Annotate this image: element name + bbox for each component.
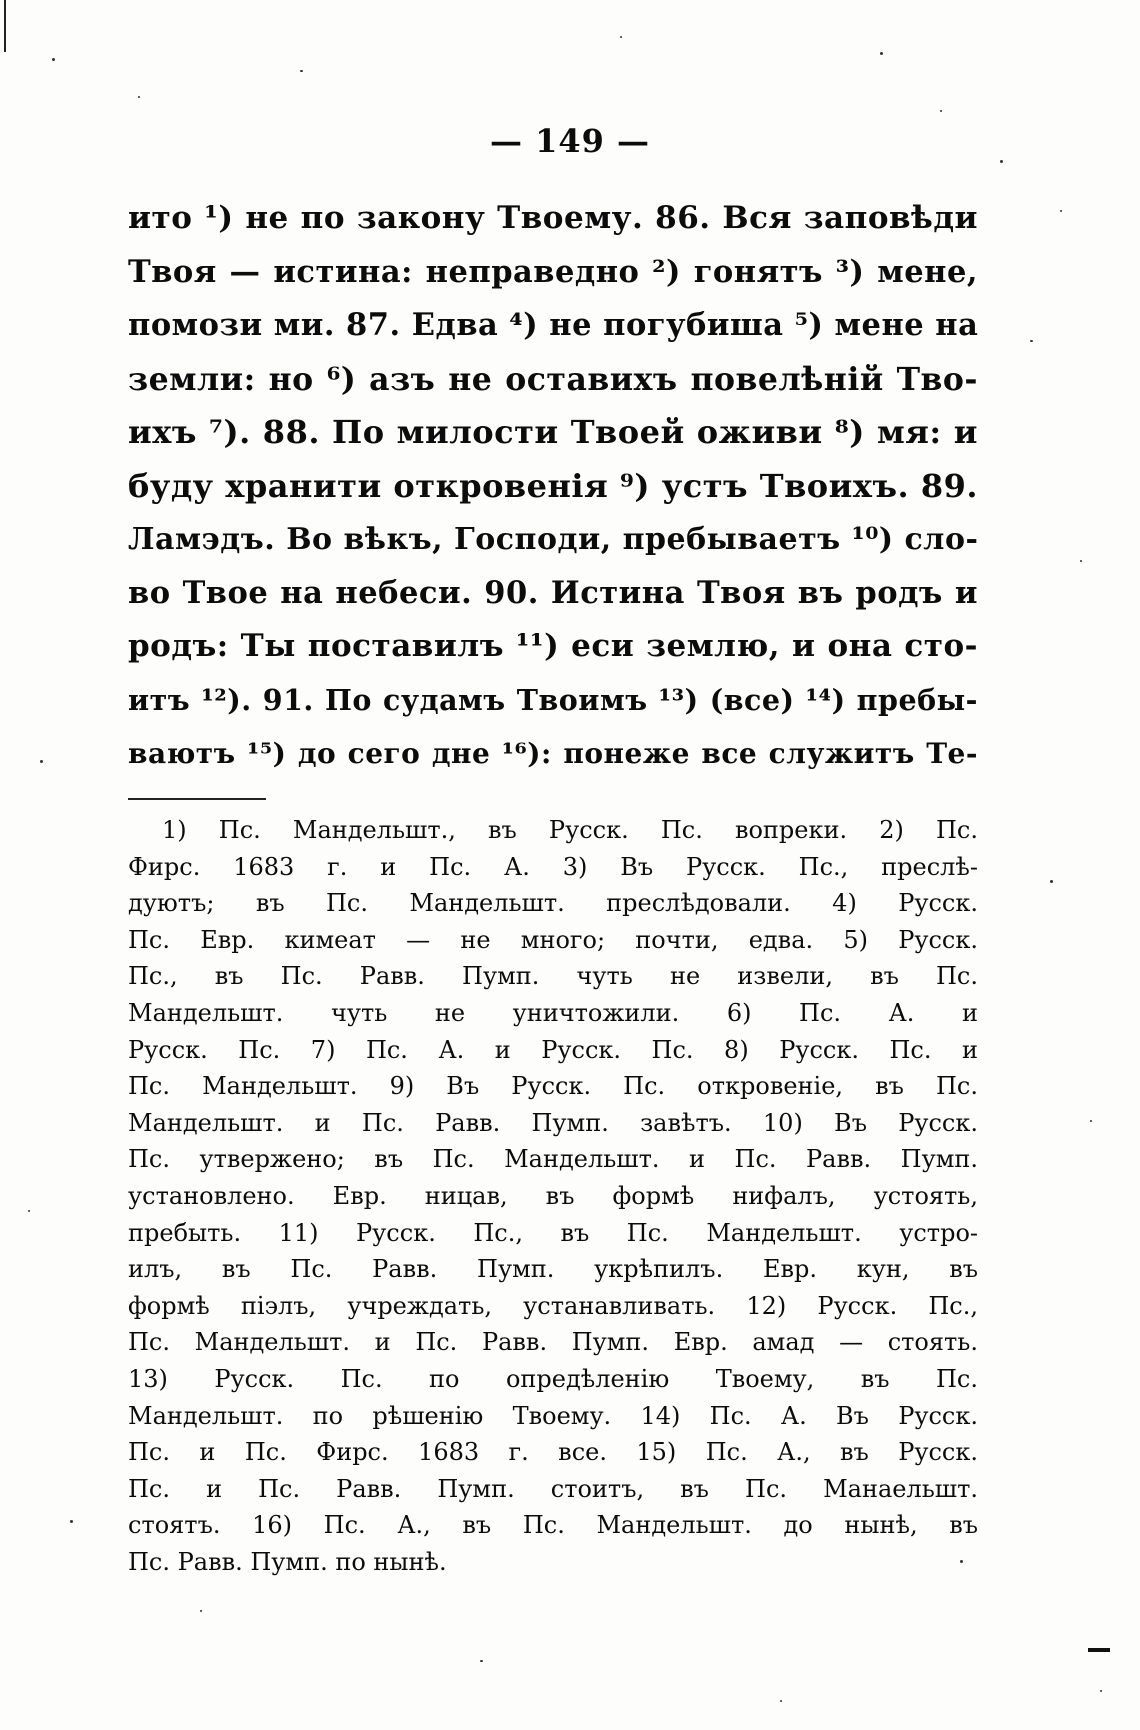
main-text-line: итъ ¹²). 91. По судамъ Твоимъ ¹³) (все) ¹⁴) пребы- bbox=[128, 682, 978, 717]
footnote-line: пребыть. 11) Русск. Пс., въ Пс. Мандельшт. устро- bbox=[128, 1218, 978, 1247]
footnote-line: Пс. Мандельшт. и Пс. Равв. Пумп. Евр. амад — стоять. bbox=[128, 1328, 978, 1357]
footnote-line: Пс. и Пс. Фирс. 1683 г. все. 15) Пс. А., въ Русск. bbox=[128, 1438, 978, 1467]
page-number: — 149 — bbox=[489, 122, 651, 160]
main-text-line: Ламэдъ. Во вѣкъ, Господи, пребываетъ ¹⁰) сло- bbox=[128, 522, 979, 557]
footnote-line: Русск. Пс. 7) Пс. А. и Русск. Пс. 8) Русск. Пс. и bbox=[128, 1035, 978, 1064]
ink-dash-mark bbox=[1088, 1648, 1110, 1652]
page-edge-mark bbox=[4, 0, 6, 52]
footnote-line: Фирс. 1683 г. и Пс. А. 3) Въ Русск. Пс., преслѣ- bbox=[128, 852, 978, 881]
main-text-line: буду хранити откровенія ⁹) устъ Твоихъ. 89. bbox=[128, 466, 978, 505]
footnote-line: Пс. Равв. Пумп. по нынѣ. bbox=[128, 1547, 447, 1576]
footnote-line: Пс. и Пс. Равв. Пумп. стоитъ, въ Пс. Манаельшт. bbox=[128, 1474, 978, 1503]
footnote-line: Мандельшт. и Пс. Равв. Пумп. завѣтъ. 10) Въ Русск. bbox=[128, 1108, 978, 1137]
footnote-line: установлено. Евр. ницав, въ формѣ нифалъ, устоять, bbox=[128, 1181, 978, 1210]
main-text-line: земли: но ⁶) азъ не оставихъ повелѣній Тво- bbox=[128, 360, 978, 398]
footnote-line: дуютъ; въ Пс. Мандельшт. преслѣдовали. 4) Русск. bbox=[128, 889, 978, 918]
footnote-line: илъ, въ Пс. Равв. Пумп. укрѣпилъ. Евр. кун, въ bbox=[128, 1255, 978, 1284]
footnote-line: Мандельшт. по рѣшенію Твоему. 14) Пс. А. Въ Русск. bbox=[128, 1401, 978, 1430]
footnote-line: 1) Пс. Мандельшт., въ Русск. Пс. вопреки. 2) Пс. bbox=[162, 816, 978, 844]
main-text-line: ихъ ⁷). 88. По милости Твоей оживи ⁸) мя: и bbox=[128, 413, 978, 451]
footnote-line: Пс., въ Пс. Равв. Пумп. чуть не извели, въ Пс. bbox=[128, 962, 978, 991]
footnote-line: Пс. Евр. кимеат — не много; почти, едва. 5) Русск. bbox=[128, 925, 978, 954]
footnotes bbox=[128, 812, 978, 1580]
main-text-line: родъ: Ты поставилъ ¹¹) еси землю, и она сто- bbox=[128, 628, 978, 664]
footnote-line: Пс. утвержено; въ Пс. Мандельшт. и Пс. Равв. Пумп. bbox=[128, 1145, 978, 1174]
footnote-line: 13) Русск. Пс. по опредѣленію Твоему, въ Пс. bbox=[128, 1364, 978, 1393]
main-text-line: Твоя — истина: неправедно ²) гонятъ ³) мене, bbox=[128, 253, 978, 290]
footnote-line: Пс. Мандельшт. 9) Въ Русск. Пс. откровеніе, въ Пс. bbox=[128, 1072, 978, 1101]
footnote-line: стоятъ. 16) Пс. А., въ Пс. Мандельшт. до нынѣ, въ bbox=[128, 1511, 978, 1540]
footnote-line: Мандельшт. чуть не уничтожили. 6) Пс. А. и bbox=[128, 998, 978, 1027]
footnote-separator bbox=[128, 798, 266, 800]
main-text-line: во Твое на небеси. 90. Истина Твоя въ родъ и bbox=[128, 574, 978, 611]
main-text bbox=[128, 192, 978, 781]
main-text-line: ито ¹) не по закону Твоему. 86. Вся заповѣди bbox=[128, 200, 978, 236]
main-text-line: помози ми. 87. Едва ⁴) не погубиша ⁵) мене на bbox=[128, 307, 979, 343]
footnote-line: формѣ піэлъ, учреждать, устанавливать. 12) Русск. Пс., bbox=[128, 1291, 978, 1320]
main-text-line: ваютъ ¹⁵) до сего дне ¹⁶): понеже все служитъ Те- bbox=[128, 737, 978, 770]
